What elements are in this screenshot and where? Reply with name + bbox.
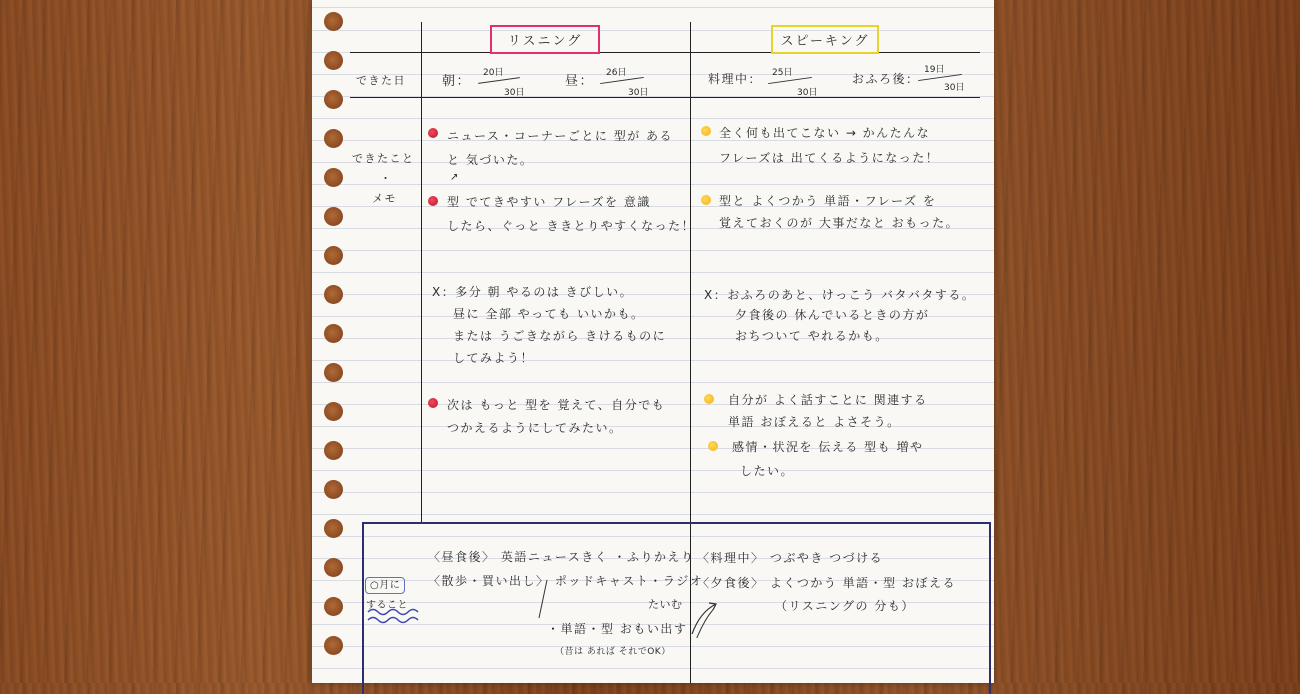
plan-speaking-line: （リスニングの 分も） <box>775 599 915 613</box>
date-bath-denominator: 30日 <box>944 83 965 93</box>
plan-month-label: ○月に <box>365 577 405 594</box>
table-date-rule <box>350 97 980 98</box>
red-marker-dot <box>428 128 438 138</box>
speaking-header: スピーキング <box>771 25 879 54</box>
table-top-rule <box>350 52 980 53</box>
listening-note-line: 昼に 全部 やっても いいかも。 <box>453 307 645 321</box>
speaking-note-line: 全く何も出てこない → かんたんな <box>719 126 931 140</box>
yellow-marker-dot <box>708 441 718 451</box>
plan-listening-line: （昔は あれば それでOK） <box>555 647 671 657</box>
date-noon-denominator: 30日 <box>628 88 649 98</box>
row-label-done-things: できたこと <box>352 152 415 165</box>
plan-listening-line: 〈昼食後〉 英語ニュースきく ・ふりかえり <box>428 550 695 564</box>
yellow-marker-dot <box>701 195 711 205</box>
plan-speaking-line: 〈料理中〉 つぶやき つづける <box>697 551 884 565</box>
plan-listening-line: たいむ <box>648 598 683 611</box>
listening-note-line: と 気づいた。 <box>447 153 534 167</box>
yellow-marker-dot <box>704 394 714 404</box>
date-morning-denominator: 30日 <box>504 88 525 98</box>
binder-hole <box>324 441 343 460</box>
binder-hole <box>324 168 343 187</box>
binder-hole <box>324 12 343 31</box>
date-bath-numerator: 19日 <box>924 65 945 75</box>
listening-note-line: ニュース・コーナーごとに 型が ある <box>447 129 674 143</box>
binder-hole <box>324 519 343 538</box>
date-cooking-denominator: 30日 <box>797 88 818 98</box>
binder-hole <box>324 246 343 265</box>
speaking-note-line: X：おふろのあと、けっこう バタバタする。 <box>704 288 976 302</box>
listening-note-line: 次は もっと 型を 覚えて、自分でも <box>447 398 666 412</box>
speaking-note-line: フレーズは 出てくるようになった！ <box>719 151 940 165</box>
date-cooking-numerator: 25日 <box>772 68 793 78</box>
binder-hole <box>324 480 343 499</box>
listening-note-arrow: ↗ <box>450 172 460 183</box>
speaking-note-line: したい。 <box>740 464 795 478</box>
speaking-note-line: 型と よくつかう 単語・フレーズ を <box>719 194 937 208</box>
listening-note-line: したら、ぐっと ききとりやすくなった！ <box>447 219 696 233</box>
binder-hole <box>324 285 343 304</box>
listening-note-line: してみよう！ <box>453 351 535 365</box>
label-column-divider <box>421 22 422 522</box>
binder-hole <box>324 90 343 109</box>
arrow-to-speaking-icon <box>690 598 720 638</box>
plan-arrow-lines <box>533 578 713 638</box>
date-morning-numerator: 20日 <box>483 68 504 78</box>
listening-note-line: X：多分 朝 やるのは きびしい。 <box>432 285 634 299</box>
binder-hole <box>324 207 343 226</box>
row-label-memo: メモ <box>372 192 397 205</box>
binder-hole <box>324 597 343 616</box>
row-label-done-day: できた日 <box>356 74 406 87</box>
plan-listening-line: ・単語・型 おもい出す <box>547 622 688 636</box>
binder-hole <box>324 636 343 655</box>
row-label-plan-month <box>365 576 405 591</box>
listening-note-line: つかえるようにしてみたい。 <box>447 421 623 435</box>
red-marker-dot <box>428 196 438 206</box>
row-label-plan-todo: すること <box>366 600 408 611</box>
date-label-morning: 朝： <box>442 74 472 89</box>
binder-hole <box>324 402 343 421</box>
date-noon-numerator: 26日 <box>606 68 627 78</box>
binder-hole <box>324 324 343 343</box>
date-label-cooking: 料理中： <box>708 72 763 86</box>
plan-speaking-line: 〈夕食後〉 よくつかう 単語・型 おぼえる <box>697 576 956 590</box>
binder-hole <box>324 363 343 382</box>
speaking-note-line: 単語 おぼえると よさそう。 <box>728 415 901 429</box>
row-label-dot: ・ <box>380 172 393 185</box>
speaking-note-line: おちついて やれるかも。 <box>735 329 889 343</box>
listening-note-line: または うごきながら きけるものに <box>453 329 667 343</box>
speaking-note-line: 感情・状況を 伝える 型も 増や <box>732 440 924 454</box>
listening-note-line: 型 でてきやすい フレーズを 意識 <box>447 195 651 209</box>
speaking-note-line: 覚えておくのが 大事だなと おもった。 <box>719 216 960 230</box>
plan-listening-line: 〈散歩・買い出し〉 ポッドキャスト・ラジオ <box>428 574 704 588</box>
date-label-noon: 昼： <box>565 74 595 89</box>
binder-hole <box>324 51 343 70</box>
binder-hole <box>324 129 343 148</box>
listening-header: リスニング <box>490 25 600 54</box>
blue-wave-underline <box>366 606 422 626</box>
date-label-after-bath: おふろ後： <box>852 72 920 86</box>
binder-hole <box>324 558 343 577</box>
speaking-note-line: 夕食後の 休んでいるときの方が <box>735 308 930 322</box>
red-marker-dot <box>428 398 438 408</box>
speaking-note-line: 自分が よく話すことに 関連する <box>728 393 928 407</box>
yellow-marker-dot <box>701 126 711 136</box>
